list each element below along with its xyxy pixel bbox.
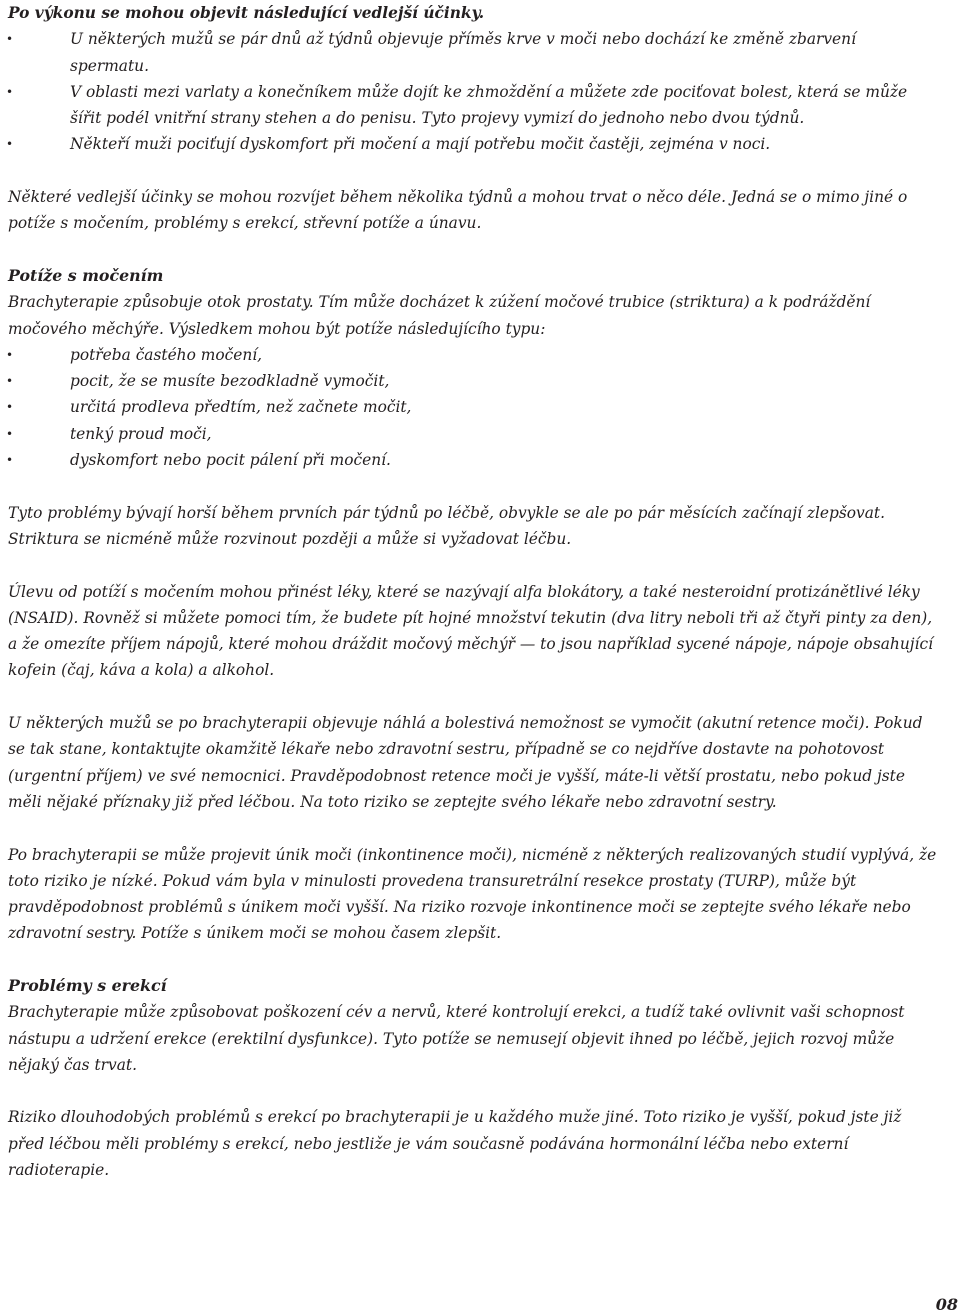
list-item: • pocit, že se musíte bezodkladně vymočit, [8,368,938,394]
page-number: 08 [935,1295,958,1314]
intro-list [8,26,938,157]
side-effects-paragraph: Některé vedlejší účinky se mohou rozvíjet během několika týdnů a mohou trvat o něco déle. Jedná se o mimo jiné o potíže s močením, problémy s erekcí, střevní potíže a únavu. [8,188,908,233]
urination-intro: Brachyterapie způsobuje otok prostaty. Tím může docházet k zúžení močové trubice (striktura) a k podráždění močového měchýře. Výsledkem mohou být potíže následujícího typu: [8,293,871,338]
urination-paragraph-4: Po brachyterapii se může projevit únik moči (inkontinence moči), nicméně z některých realizovaných studií vyplývá, že toto riziko je nízké. Pokud vám byla v minulosti provedena transuretrální resekce prostaty (TURP), může být pravděpodobnost problémů s únikem moči vyšší. Na riziko rozvoje inkontinence moči se zeptejte svého lékaře nebo zdravotní sestry. Potíže s únikem moči se mohou časem zlepšit. [8,845,937,943]
list-item: • U některých mužů se pár dnů až týdnů objevuje příměs krve v moči nebo dochází ke změně zbarvení spermatu. [8,26,938,79]
list-item: • dyskomfort nebo pocit pálení při močení. [8,447,938,473]
urination-paragraph-2: Úlevu od potíží s močením mohou přinést léky, které se nazývají alfa blokátory, a také nesteroidní protizánětlivé léky (NSAID). Rovněž si můžete pomoci tím, že budete pít hojné množství tekutin (dva litry neboli tři až čtyři pinty za den), a že omezíte příjem nápojů, které mohou dráždit močový měchýř — to jsou například sycené nápoje, nápoje obsahující kofein (čaj, káva a kola) a alkohol. [8,582,933,680]
page-content [8,0,938,1183]
list-item: • potřeba častého močení, [8,342,938,368]
section-heading-urination: Potíže s močením [8,265,164,285]
list-item: • Někteří muži pociťují dyskomfort při močení a mají potřebu močit častěji, zejména v noci. [8,131,938,157]
list-item: • určitá prodleva předtím, než začnete močit, [8,394,938,420]
urination-paragraph-3: U některých mužů se po brachyterapii objevuje náhlá a bolestivá nemožnost se vymočit (akutní retence moči). Pokud se tak stane, kontaktujte okamžitě lékaře nebo zdravotní sestru, případně se co nejdříve dostavte na pohotovost (urgentní příjem) ve své nemocnici. Pravděpodobnost retence moči je vyšší, máte-li větší prostatu, nebo pokud jste měli nějaké příznaky již před léčbou. Na toto riziko se zeptejte svého lékaře nebo zdravotní sestry. [8,714,923,811]
list-item: • V oblasti mezi varlaty a konečníkem může dojít ke zhmoždění a můžete zde pociťovat bolest, která se může šířit podél vnitřní strany stehen a do penisu. Tyto projevy vymizí do jednoho nebo dvou týdnů. [8,79,938,132]
urination-list [8,342,938,473]
erection-paragraph-2: Riziko dlouhodobých problémů s erekcí po brachyterapii je u každého muže jiné. Toto riziko je vyšší, pokud jste již před léčbou měli problémy s erekcí, nebo jestliže je vám současně podávána hormonální léčba nebo externí radioterapie. [8,1108,902,1180]
list-item: • tenký proud moči, [8,421,938,447]
urination-paragraph-1: Tyto problémy bývají horší během prvních pár týdnů po léčbě, obvykle se ale po pár měsících začínají zlepšovat. Striktura se nicméně může rozvinout později a může si vyžadovat léčbu. [8,503,885,548]
section-heading-erection: Problémy s erekcí [8,975,167,995]
intro-heading: Po výkonu se mohou objevit následující vedlejší účinky. [8,4,485,22]
erection-paragraph-1: Brachyterapie může způsobovat poškození cév a nervů, které kontrolují erekci, a tudíž také ovlivnit vaši schopnost nástupu a udržení erekce (erektilní dysfunkce). Tyto potíže se nemusejí objevit ihned po léčbě, jejich rozvoj může nějaký čas trvat. [8,1003,905,1074]
